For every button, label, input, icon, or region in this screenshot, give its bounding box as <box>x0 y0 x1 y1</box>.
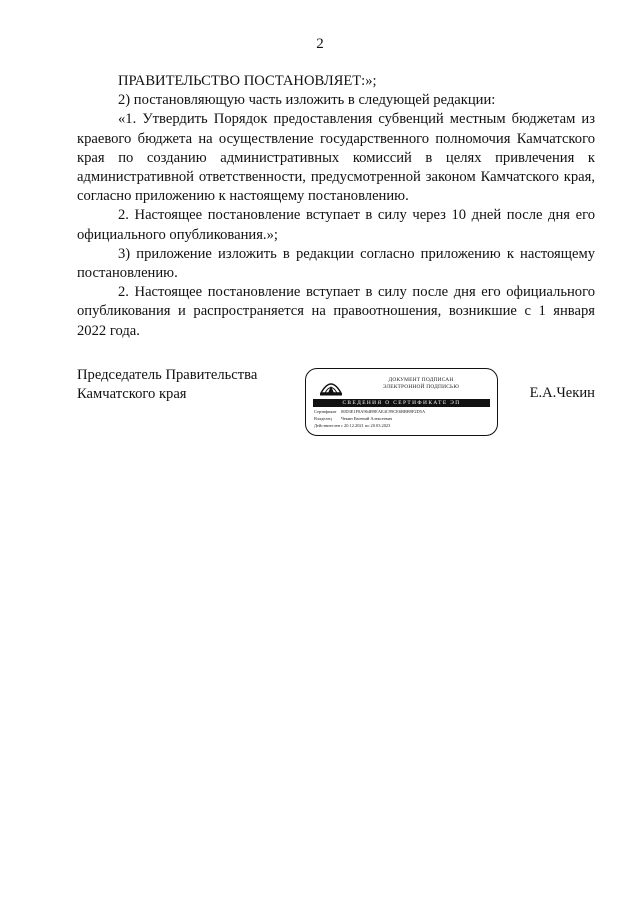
document-body <box>77 72 595 341</box>
stamp-certificate-value: 00D3E1F8A964B9EAE4C99CE6BBB9F2D5A <box>341 409 426 414</box>
stamp-certificate-label: Сертификат <box>314 409 337 414</box>
stamp-owner-row <box>314 416 392 421</box>
stamp-validity-label: Действителен <box>314 423 340 428</box>
stamp-certificate-row <box>314 409 425 414</box>
signatory-name: Е.А.Чекин <box>529 385 595 401</box>
stamp-title <box>351 377 491 391</box>
paragraph: ПРАВИТЕЛЬСТВО ПОСТАНОВЛЯЕТ:»; <box>118 73 377 89</box>
paragraph: 2) постановляющую часть изложить в следующей редакции: <box>118 92 496 109</box>
stamp-certificate-header: СВЕДЕНИЯ О СЕРТИФИКАТЕ ЭП <box>313 399 490 407</box>
coat-of-arms-icon <box>318 375 344 397</box>
paragraph: 3) приложение изложить в редакции согласно приложению к настоящему постановлению. <box>77 245 595 282</box>
paragraph: 2. Настоящее постановление вступает в силу через 10 дней после дня его официального опубликования.»; <box>77 207 595 243</box>
paragraph: «1. Утвердить Порядок предоставления субвенций местным бюджетам из краевого бюджета на осуществление государственного полномочия Камчатского края по созданию административных комиссий в целях привлечения к административной ответственности, предусмотренной законом Камчатского края, согласно приложению к настоящему постановлению. <box>77 111 595 205</box>
stamp-owner-value: Чекин Евгений Алексеевич <box>341 416 393 421</box>
stamp-title-line1: ДОКУМЕНТ ПОДПИСАН <box>388 377 454 383</box>
stamp-validity-value: с 20.12.2021 по 20.03.2023 <box>341 423 391 428</box>
stamp-validity-row <box>314 423 390 428</box>
stamp-title-line2: ЭЛЕКТРОННОЙ ПОДПИСЬЮ <box>382 384 460 390</box>
signatory-position-line1: Председатель Правительства <box>77 367 258 383</box>
paragraph: 2. Настоящее постановление вступает в силу после дня его официального опубликования и распространяется на правоотношения, возникшие с 1 января 2022 года. <box>77 284 595 339</box>
page-number: 2 <box>316 36 324 52</box>
signatory-position <box>77 366 257 404</box>
electronic-signature-stamp <box>305 368 498 436</box>
stamp-owner-label: Владелец <box>314 416 332 421</box>
signatory-position-line2: Камчатского края <box>77 386 187 403</box>
